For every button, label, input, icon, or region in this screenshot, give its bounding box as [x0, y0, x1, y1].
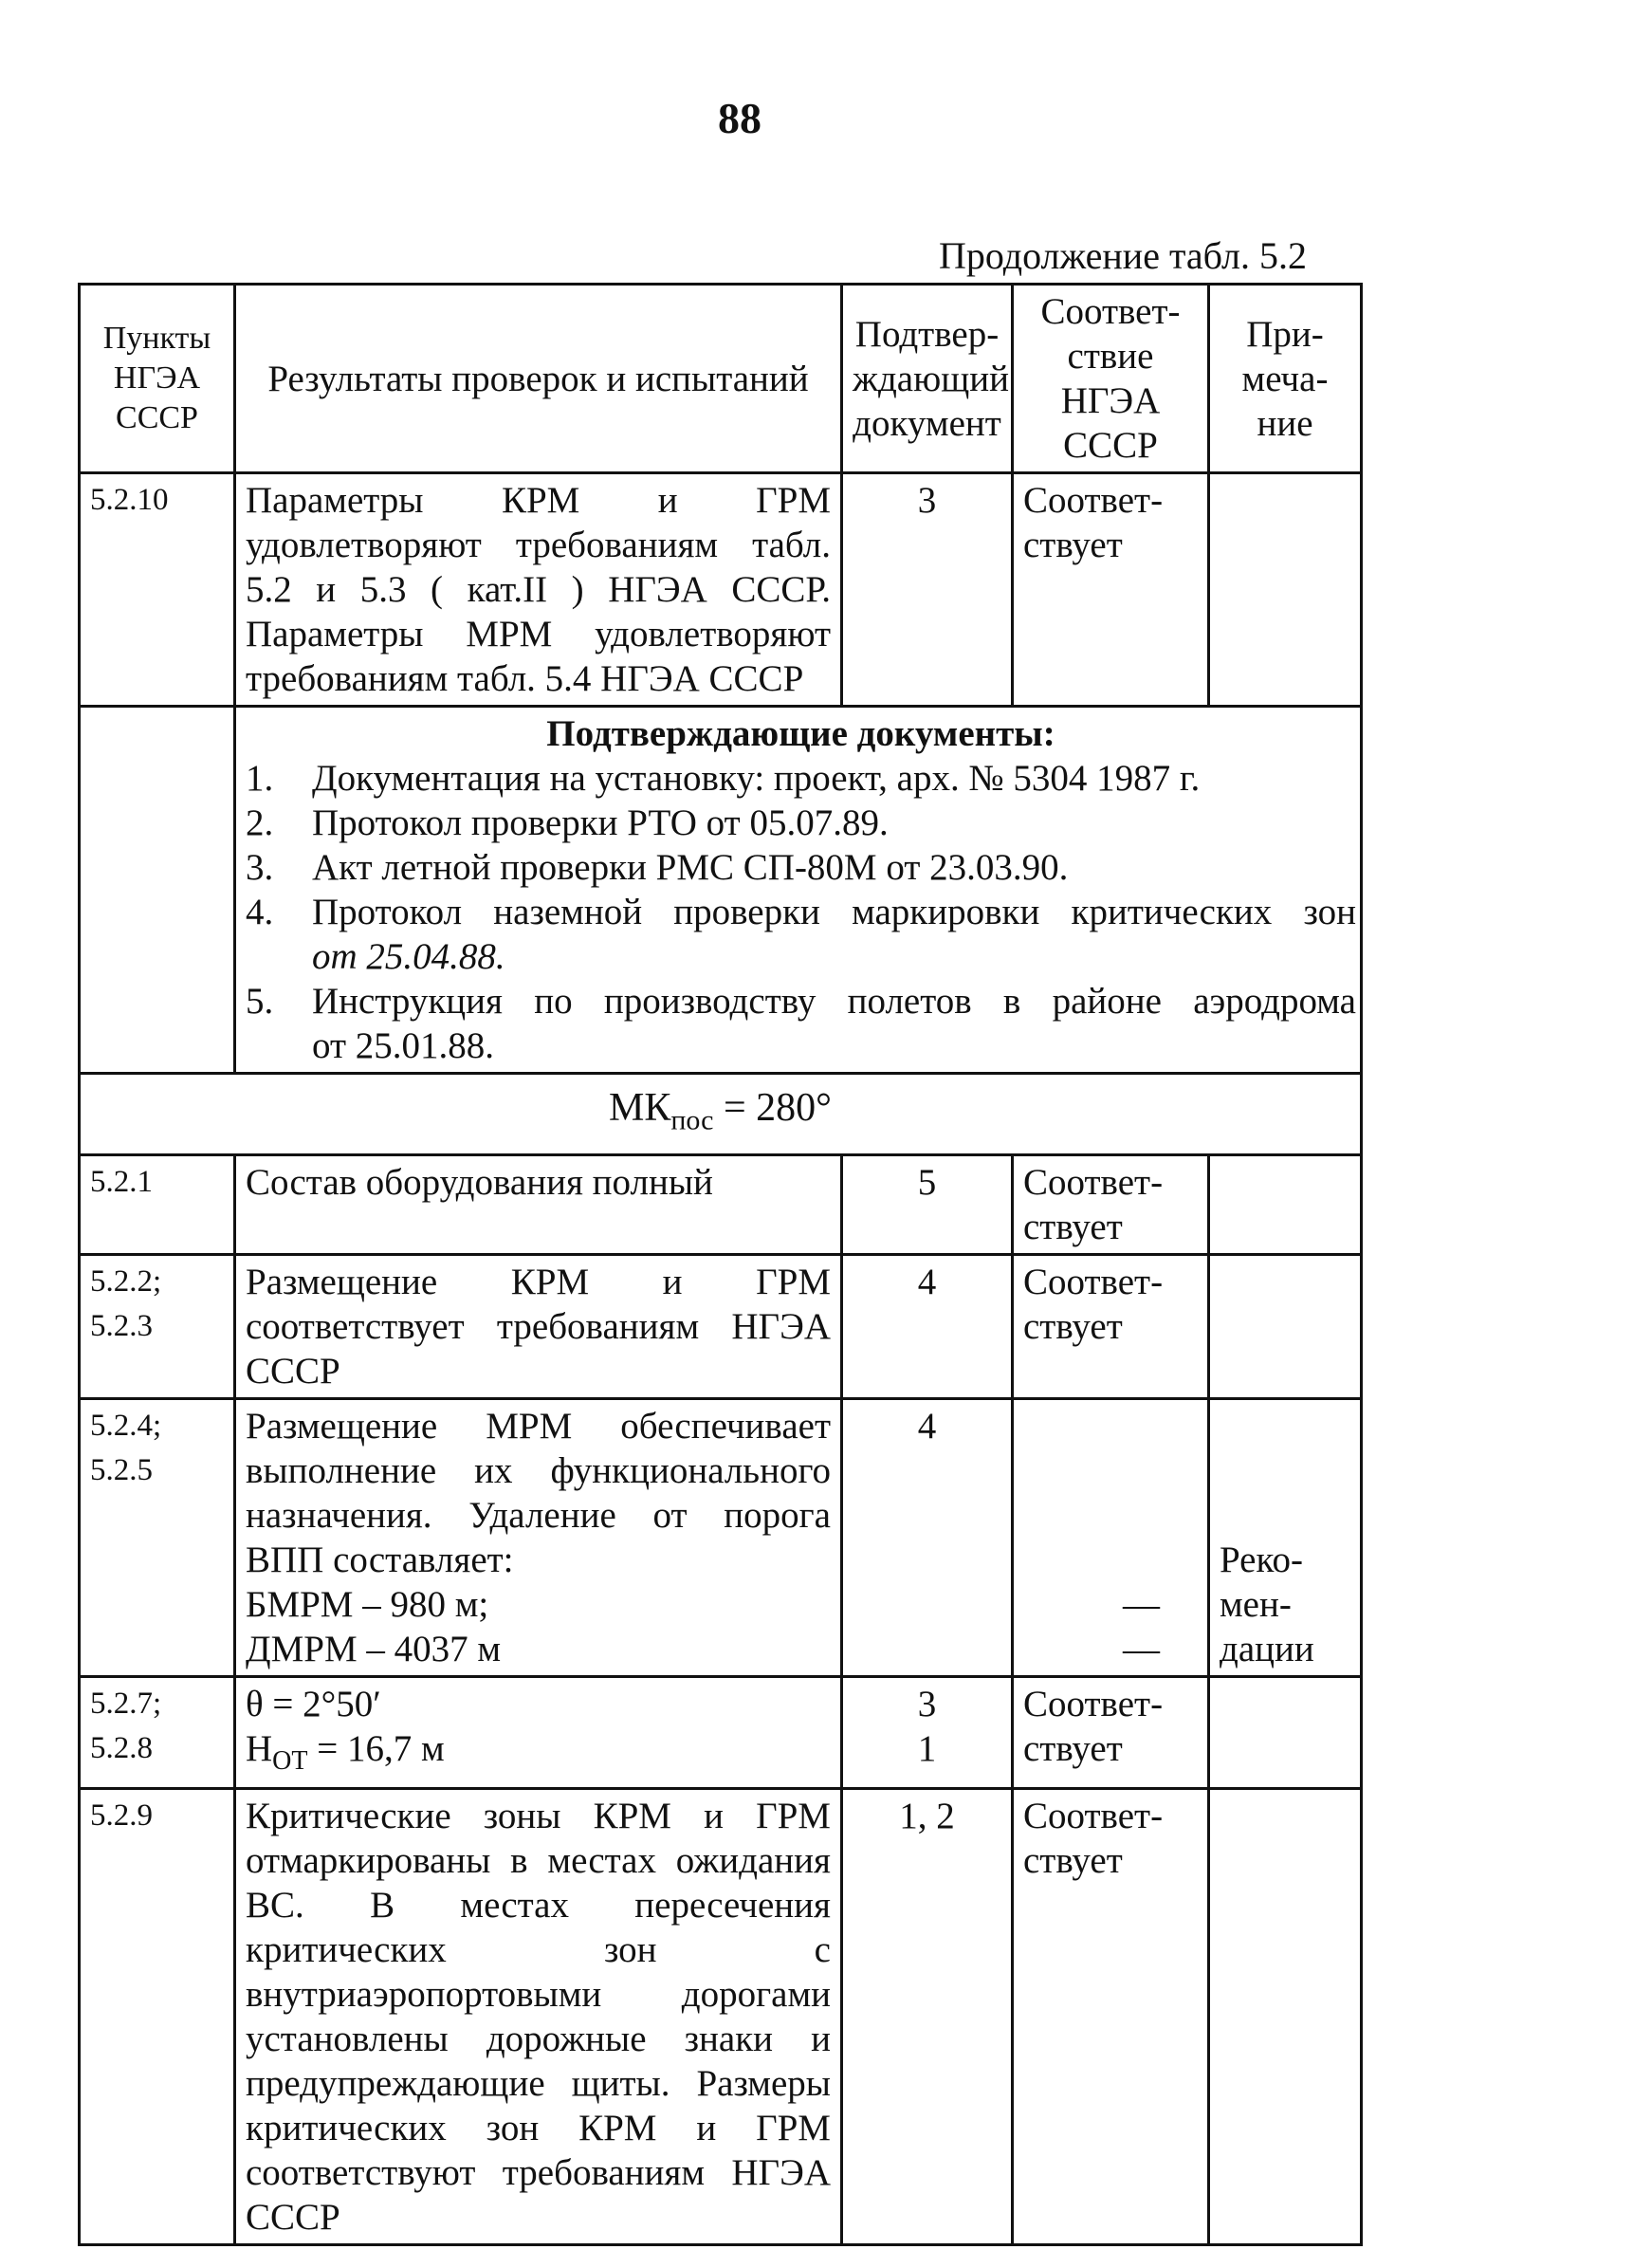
row-conformity: Соответ-ствует [1013, 1255, 1209, 1399]
row-doc: 5 [842, 1155, 1013, 1255]
table-continuation-label: Продолжение табл. 5.2 [939, 234, 1307, 277]
list-item-text: Документация на установку: проект, арх. № 5304 1987 г. [312, 758, 1201, 799]
documents-row [80, 707, 1362, 1074]
course-prefix: МК [609, 1086, 671, 1130]
row-point [80, 1399, 235, 1677]
verification-table [78, 283, 1363, 2246]
list-item-text-continued: от 25.04.88. [312, 936, 505, 977]
row-result [235, 1677, 842, 1789]
row-point-line: 5.2.7; [90, 1687, 162, 1722]
row-doc: 1, 2 [842, 1789, 1013, 2245]
list-item-text: Инструкция по производству полетов в районе аэродрома [312, 981, 1356, 1022]
row-doc-line: 1 [917, 1728, 937, 1770]
list-item [246, 890, 1356, 979]
row-note [1209, 1255, 1362, 1399]
page-number: 88 [718, 94, 761, 142]
row-point-line: 5.2.3 [90, 1309, 153, 1344]
row-note [1209, 1789, 1362, 2245]
list-item-text-block [312, 890, 1356, 979]
list-item-number: 4. [246, 892, 274, 932]
list-item-number: 3. [246, 847, 274, 888]
table-row [80, 1155, 1362, 1255]
row-conformity: Соответ-ствует [1013, 1677, 1209, 1789]
header-points: Пункты НГЭА СССР [80, 285, 235, 473]
row-point-line: 5.2.5 [90, 1453, 153, 1488]
list-item-number: 5. [246, 981, 274, 1022]
row-point [80, 1677, 235, 1789]
row-result-line: θ = 2°50′ [246, 1684, 381, 1725]
table-container [78, 283, 1360, 2246]
row-doc [842, 1677, 1013, 1789]
table-row [80, 1677, 1362, 1789]
row-result-line: БМРМ – 980 м; [246, 1584, 489, 1626]
row-result [235, 1399, 842, 1677]
row-point-line: 5.2.8 [90, 1731, 153, 1766]
row-conformity: Соответ-ствует [1013, 1155, 1209, 1255]
list-item [246, 845, 1356, 890]
row-point-line: 5.2.2; [90, 1264, 162, 1300]
row-result: Размещение КРМ и ГРМ соответствует требованиям НГЭА СССР [235, 1255, 842, 1399]
table-row [80, 1789, 1362, 2245]
row-doc: 4 [842, 1255, 1013, 1399]
row-note [1209, 473, 1362, 707]
row-result: Состав оборудования полный [235, 1155, 842, 1255]
row-conformity-dash: — [1123, 1629, 1160, 1670]
list-item-text-continued: от 25.01.88. [312, 1025, 495, 1066]
row-conformity [1013, 1399, 1209, 1677]
row-note [1209, 1399, 1362, 1677]
row-note [1209, 1155, 1362, 1255]
row-result-line [246, 1726, 831, 1783]
row-point: 5.2.9 [80, 1789, 235, 2245]
row-doc-line: 3 [917, 1684, 937, 1725]
header-doc: Подтвер-ждающий документ [842, 285, 1013, 473]
table-row [80, 1399, 1362, 1677]
row-doc: 4 [842, 1399, 1013, 1677]
row-result-text: Размещение МРМ обеспечивает выполнение их функционального назначения. Удаление от порога ВПП составляет: [246, 1406, 831, 1581]
list-item-number: 2. [246, 802, 274, 843]
row-note [1209, 1677, 1362, 1789]
course-value: = 280° [713, 1086, 832, 1130]
row-point: 5.2.1 [80, 1155, 235, 1255]
row-point: 5.2.10 [80, 473, 235, 707]
table-header-row [80, 285, 1362, 473]
height-value: = 16,7 м [307, 1728, 445, 1770]
row-result-line: ДМРМ – 4037 м [246, 1629, 502, 1670]
row-point-line: 5.2.4; [90, 1409, 162, 1444]
documents-empty-cell [80, 707, 235, 1074]
table-row [80, 1255, 1362, 1399]
header-results: Результаты проверок и испытаний [235, 285, 842, 473]
height-subscript: ОТ [272, 1746, 308, 1777]
documents-list [246, 756, 1356, 1068]
row-point [80, 1255, 235, 1399]
row-conformity: Соответ-ствует [1013, 473, 1209, 707]
list-item [246, 801, 1356, 845]
list-item-text: Протокол проверки РТО от 05.07.89. [312, 802, 889, 843]
height-symbol: Н [246, 1728, 273, 1770]
row-conformity-dash: — [1123, 1584, 1160, 1626]
list-item-number: 1. [246, 758, 274, 799]
header-conformity: Соответ-ствие НГЭА СССР [1013, 285, 1209, 473]
course-subscript: пос [670, 1104, 714, 1136]
list-item [246, 979, 1356, 1068]
list-item [246, 756, 1356, 801]
course-cell [80, 1074, 1362, 1155]
row-doc: 3 [842, 473, 1013, 707]
row-result: Критические зоны КРМ и ГРМ отмаркированы в местах ожидания ВС. В местах пересечения критических зон с внутриаэропортовыми дорогами установлены дорожные знаки и предупреждающие щиты. Размеры критических зон КРМ и ГРМ соответствуют требованиям НГЭА СССР [235, 1789, 842, 2245]
row-note-text: Реко-мен-дации [1220, 1540, 1314, 1670]
course-row [80, 1074, 1362, 1155]
list-item-text: Протокол наземной проверки маркировки критических зон [312, 892, 1356, 932]
row-result: Параметры КРМ и ГРМ удовлетворяют требованиям табл. 5.2 и 5.3 ( кат.II ) НГЭА СССР. Параметры МРМ удовлетворяют требованиям табл. 5.4 НГЭА СССР [235, 473, 842, 707]
header-note: При-меча-ние [1209, 285, 1362, 473]
row-conformity: Соответ-ствует [1013, 1789, 1209, 2245]
documents-cell [235, 707, 1362, 1074]
list-item-text: Акт летной проверки РМС СП-80М от 23.03.90. [312, 847, 1069, 888]
list-item-text-block [312, 979, 1356, 1068]
documents-title: Подтверждающие документы: [546, 713, 1055, 754]
table-row [80, 473, 1362, 707]
